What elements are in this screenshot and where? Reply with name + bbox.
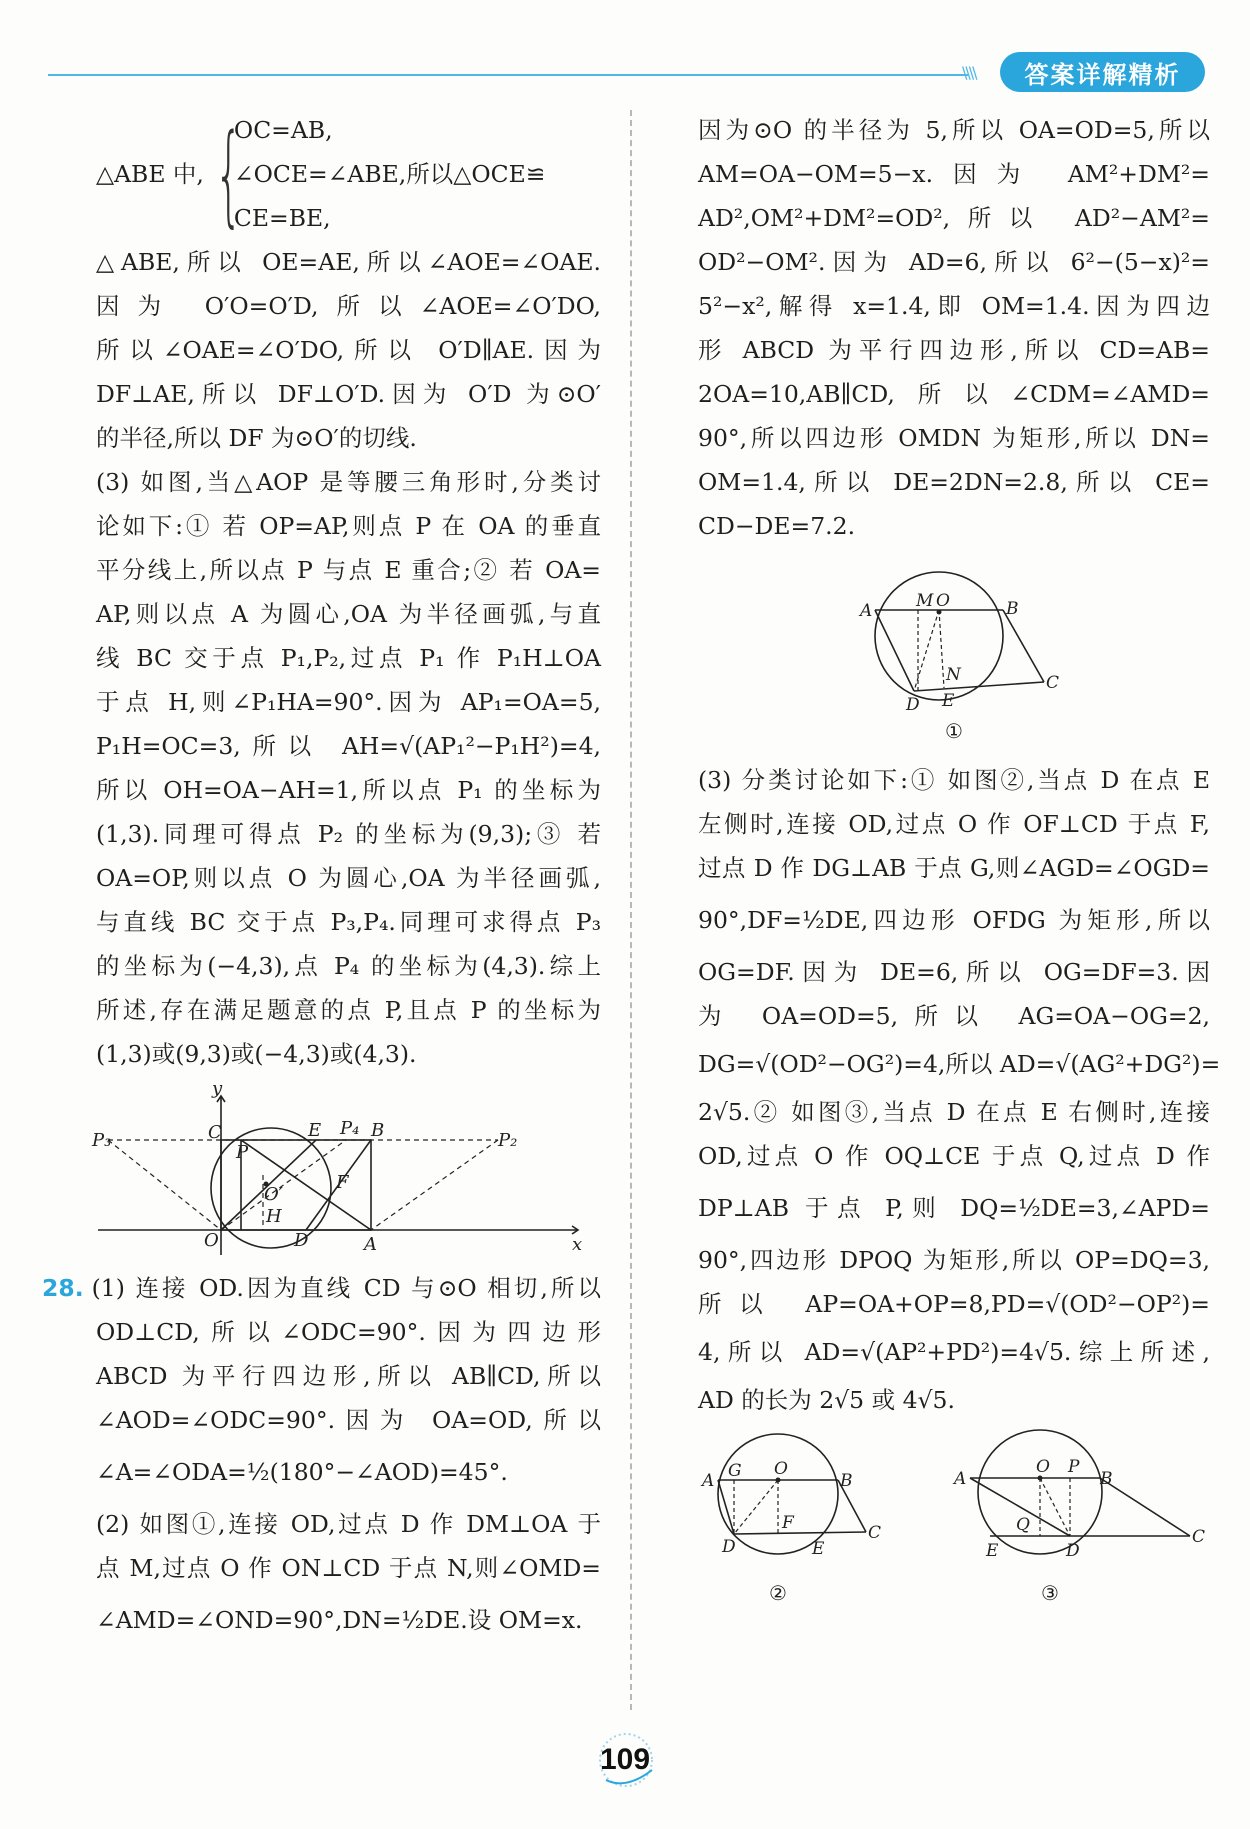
- text-line: OD,过点 O 作 OQ⊥CE 于点 Q,过点 D 作: [698, 1142, 1210, 1170]
- fig-label: y: [212, 1080, 223, 1099]
- fig-label: G: [728, 1461, 742, 1481]
- text-line: 点 M,过点 O 作 ON⊥CD 于点 N,则∠OMD=: [96, 1554, 601, 1582]
- text-line: OA=OP,则以点 O 为圆心,OA 为半径画弧,: [96, 864, 601, 892]
- text-line: ∠A=∠ODA=½(180°−∠AOD)=45°.: [96, 1458, 508, 1486]
- fig-label: B: [1006, 599, 1019, 619]
- fig-label: E: [812, 1539, 825, 1559]
- right-text-b: [698, 758, 1221, 1422]
- fig-label: O: [204, 1230, 219, 1251]
- text-line: (3) 分类讨论如下:① 如图②,当点 D 在点 E: [698, 766, 1210, 794]
- text-line: 的半径,所以 DF 为⊙O′的切线.: [96, 424, 417, 452]
- text-line: 所以 AP=OA+OP=8,PD=√(OD²−OP²)=: [698, 1290, 1210, 1318]
- fig-label: F: [782, 1513, 794, 1533]
- text-line: DG=√(OD²−OG²)=4,所以 AD=√(AG²+DG²)=: [698, 1050, 1221, 1078]
- fig-label: E: [986, 1541, 999, 1561]
- fig-label: O: [936, 591, 950, 611]
- text-line: 2OA=10,AB∥CD,所以∠CDM=∠AMD=: [698, 380, 1210, 408]
- text-line: DP⊥AB 于点 P,则 DQ=½DE=3,∠APD=: [698, 1194, 1210, 1222]
- fig-label: H: [266, 1206, 282, 1227]
- text-line: 与直线 BC 交于点 P₃,P₄.同理可求得点 P₃: [96, 908, 601, 936]
- brace-line: ∠OCE=∠ABE,所以△OCE≌: [233, 160, 546, 188]
- brace-prefix: △ABE 中,: [96, 160, 204, 188]
- text-line: 2√5.② 如图③,当点 D 在点 E 右侧时,连接: [698, 1098, 1210, 1126]
- fig-label: D: [294, 1230, 309, 1251]
- left-brace: {: [214, 110, 243, 238]
- fig-label: O′: [264, 1184, 283, 1205]
- header-badge: 答案详解精析: [1000, 52, 1205, 92]
- text-line: ∠AMD=∠OND=90°,DN=½DE.设 OM=x.: [96, 1606, 583, 1634]
- fig-label: P: [236, 1142, 249, 1163]
- fig-label: A: [954, 1469, 967, 1489]
- text-line: 形 ABCD 为平行四边形,所以 CD=AB=: [698, 336, 1210, 364]
- text-line: AD 的长为 2√5 或 4√5.: [698, 1386, 955, 1414]
- text-line: AD²,OM²+DM²=OD²,所以 AD²−AM²=: [698, 204, 1210, 232]
- text-line: 线 BC 交于点 P₁,P₂,过点 P₁ 作 P₁H⊥OA: [96, 644, 601, 672]
- fig-label: P₃: [92, 1130, 112, 1151]
- text-line: 90°,四边形 DPOQ 为矩形,所以 OP=DQ=3,: [698, 1246, 1210, 1274]
- fig-label: C: [868, 1523, 882, 1543]
- text-line: DF⊥AE,所以 DF⊥O′D.因为 O′D 为⊙O′: [96, 380, 601, 408]
- page-number: 109: [599, 1743, 651, 1776]
- text-line: 平分线上,所以点 P 与点 E 重合;② 若 OA=: [96, 556, 601, 584]
- left-text-a: [96, 240, 601, 1076]
- fig-label: B: [371, 1120, 385, 1141]
- header-rule: [48, 74, 968, 76]
- question-28: [42, 1266, 601, 1650]
- left-column: [42, 108, 601, 1650]
- right-column: [698, 108, 1221, 1606]
- figure-2-caption: ②: [769, 1581, 787, 1605]
- fig-label: B: [1100, 1469, 1113, 1489]
- text-line: AM=OA−OM=5−x.因为 AM²+DM²=: [698, 160, 1210, 188]
- fig-label: D: [906, 695, 920, 715]
- text-line: 4,所以 AD=√(AP²+PD²)=4√5.综上所述,: [698, 1338, 1210, 1366]
- figure-1-caption: ①: [945, 719, 963, 743]
- fig-label: M: [916, 591, 934, 611]
- text-line: 过点 D 作 DG⊥AB 于点 G,则∠AGD=∠OGD=: [698, 854, 1210, 882]
- fig-label: Q: [1016, 1515, 1030, 1535]
- fig-label: C: [1192, 1527, 1206, 1547]
- text-line: 为 OA=OD=5,所以 AG=OA−OG=2,: [698, 1002, 1210, 1030]
- text-line: (1,3)或(9,3)或(−4,3)或(4,3).: [96, 1040, 417, 1068]
- fig-label: O: [1036, 1457, 1050, 1477]
- text-line: 于点 H,则∠P₁HA=90°.因为 AP₁=OA=5,: [96, 688, 601, 716]
- fig-label: D: [722, 1537, 736, 1557]
- text-line: OG=DF.因为 DE=6,所以 OG=DF=3.因: [698, 958, 1210, 986]
- fig-label: N: [946, 665, 961, 685]
- column-divider: [630, 110, 632, 1710]
- fig-label: P: [1068, 1457, 1080, 1477]
- text-line: 因为 O′O=O′D,所以∠AOE=∠O′DO,: [96, 292, 601, 320]
- text-line: 因为⊙O 的半径为 5,所以 OA=OD=5,所以: [698, 116, 1210, 144]
- text-line: ABCD 为平行四边形,所以 AB∥CD,所以: [96, 1362, 601, 1390]
- text-line: 28. (1) 连接 OD.因为直线 CD 与⊙O 相切,所以: [42, 1274, 601, 1302]
- fig-label: E: [942, 691, 955, 711]
- text-line: △ABE,所以 OE=AE,所以∠AOE=∠OAE.: [96, 248, 601, 276]
- fig-label: x: [572, 1234, 583, 1255]
- text-line: OM=1.4,所以 DE=2DN=2.8,所以 CE=: [698, 468, 1210, 496]
- figure-3-wrap: [950, 1424, 1210, 1606]
- coordinate-figure: [88, 1080, 588, 1260]
- fig-label: O: [774, 1459, 788, 1479]
- brace-line: CE=BE,: [233, 204, 331, 232]
- brace-line: OC=AB,: [233, 116, 333, 144]
- text-line: 所述,存在满足题意的点 P,且点 P 的坐标为: [96, 996, 601, 1024]
- text-line: ∠AOD=∠ODC=90°.因为 OA=OD,所以: [96, 1406, 601, 1434]
- text-line: 所以∠OAE=∠O′DO,所以 O′D∥AE.因为: [96, 336, 601, 364]
- fig-label: B: [840, 1471, 853, 1491]
- text-line: 90°,DF=½DE,四边形 OFDG 为矩形,所以: [698, 906, 1210, 934]
- text-line: 5²−x²,解得 x=1.4,即 OM=1.4.因为四边: [698, 292, 1210, 320]
- brace-lines: [234, 108, 546, 240]
- text-line: CD−DE=7.2.: [698, 512, 856, 540]
- right-text-a: [698, 108, 1210, 548]
- text-line: AP,则以点 A 为圆心,OA 为半径画弧,与直: [96, 600, 601, 628]
- text-line: (2) 如图①,连接 OD,过点 D 作 DM⊥OA 于: [96, 1510, 601, 1538]
- fig-label: P₄: [340, 1118, 360, 1139]
- figure-3: [950, 1424, 1210, 1574]
- fig-label: A: [860, 601, 873, 621]
- text-line: OD⊥CD,所以∠ODC=90°.因为四边形: [96, 1318, 601, 1346]
- fig-label: D: [1066, 1541, 1080, 1561]
- fig-label: C: [1046, 673, 1060, 693]
- text-line: OD²−OM².因为 AD=6,所以 6²−(5−x)²=: [698, 248, 1210, 276]
- fig-label: E: [308, 1120, 322, 1141]
- fig-label: F: [336, 1172, 349, 1193]
- figure-2: [698, 1424, 908, 1574]
- text-line: 所以 OH=OA−AH=1,所以点 P₁ 的坐标为: [96, 776, 601, 804]
- text-line: P₁H=OC=3,所以 AH=√(AP₁²−P₁H²)=4,: [96, 732, 601, 760]
- figure-3-caption: ③: [1041, 1581, 1059, 1605]
- figure-2-wrap: [698, 1424, 908, 1606]
- text-line: (3) 如图,当△AOP 是等腰三角形时,分类讨: [96, 468, 601, 496]
- text-line: 90°,所以四边形 OMDN 为矩形,所以 DN=: [698, 424, 1210, 452]
- brace-system: [96, 108, 601, 240]
- fig-label: P₂: [498, 1130, 518, 1151]
- header-ticks: \\\\: [962, 63, 976, 82]
- question-number: 28.: [42, 1274, 84, 1302]
- figure-row: [698, 1424, 1210, 1606]
- text-line: 的坐标为(−4,3),点 P₄ 的坐标为(4,3).综上: [96, 952, 601, 980]
- fig-label: A: [702, 1471, 715, 1491]
- text-line: 左侧时,连接 OD,过点 O 作 OF⊥CD 于点 F,: [698, 810, 1210, 838]
- text-line: 论如下:① 若 OP=AP,则点 P 在 OA 的垂直: [96, 512, 601, 540]
- figure-1: [844, 558, 1064, 718]
- fig-label: C: [208, 1122, 222, 1143]
- fig-label: A: [364, 1234, 377, 1255]
- text-line: (1,3).同理可得点 P₂ 的坐标为(9,3);③ 若: [96, 820, 601, 848]
